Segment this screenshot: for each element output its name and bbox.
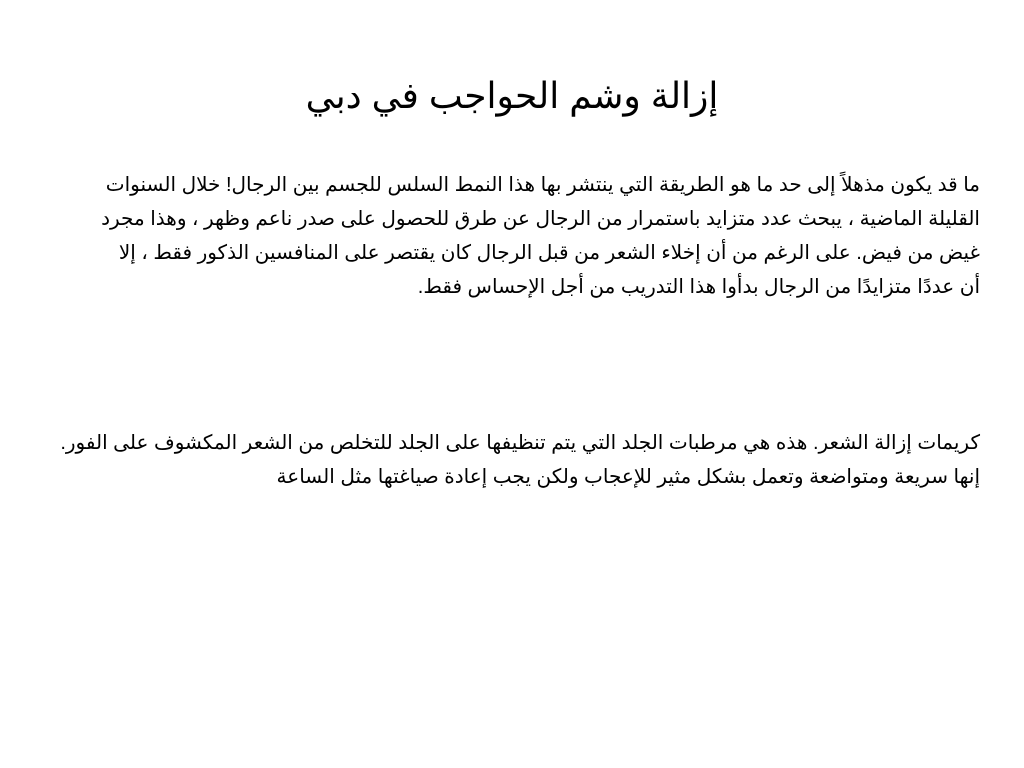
slide-title: إزالة وشم الحواجب في دبي xyxy=(305,75,719,116)
body-paragraph-2: كريمات إزالة الشعر. هذه هي مرطبات الجلد التي يتم تنظيفها على الجلد للتخلص من الشعر المكشوف على الفور. إنها سريعة ومتواضعة وتعمل بشكل مثير للإعجاب ولكن يجب إعادة صياغتها مثل الساعة xyxy=(60,432,980,488)
body-paragraph-1: ما قد يكون مذهلاً إلى حد ما هو الطريقة التي ينتشر بها هذا النمط السلس للجسم بين الرجال! خلال السنوات القليلة الماضية ، يبحث عدد متزايد باستمرار من الرجال عن طرق للحصول على صدر ناعم وظهر ، وهذا مجرد غيض من فيض. على الرغم من أن إخلاء الشعر من قبل الرجال كان يقتصر على المنافسين الذكور فقط ، إلا أن عددًا متزايدًا من الرجال بدأوا هذا التدريب من أجل الإحساس فقط. xyxy=(101,174,980,298)
